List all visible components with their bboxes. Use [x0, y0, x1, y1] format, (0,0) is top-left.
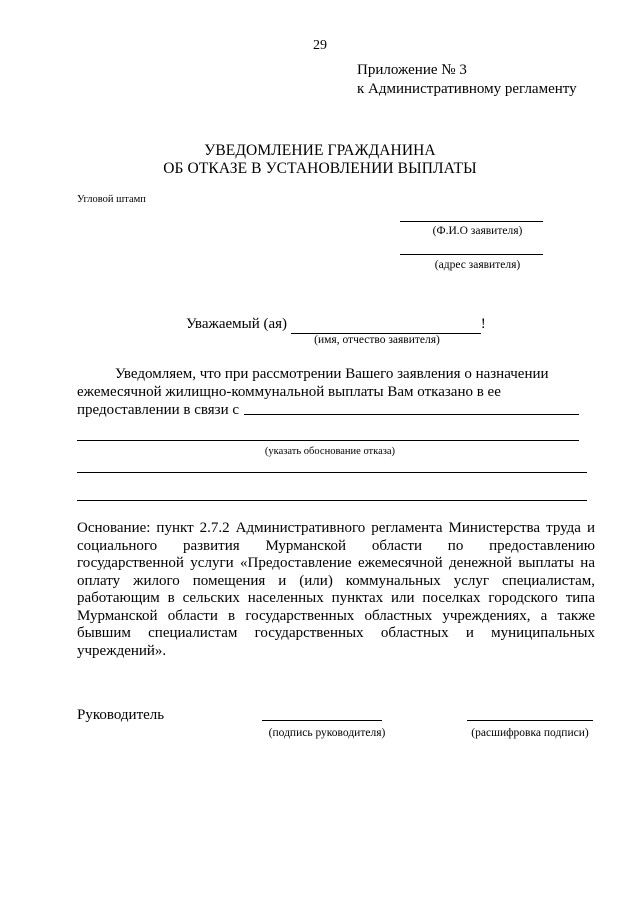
appendix-subtitle: к Административному регламенту: [357, 81, 577, 97]
signature-caption: (подпись руководителя): [268, 727, 386, 739]
applicant-name-line: [400, 221, 543, 222]
decoding-caption: (расшифровка подписи): [471, 727, 589, 739]
greeting-text: Уважаемый (ая): [186, 316, 288, 332]
reason-blank-4: [77, 500, 587, 501]
corner-stamp-label: Угловой штамп: [77, 194, 146, 205]
applicant-address-caption: (адрес заявителя): [434, 259, 521, 271]
signature-role: Руководитель: [77, 707, 165, 723]
reason-blank-3: [77, 472, 587, 473]
reason-blank-2: [77, 440, 579, 441]
greeting-name-blank: [291, 316, 481, 334]
document-title-line2: ОБ ОТКАЗЕ В УСТАНОВЛЕНИИ ВЫПЛАТЫ: [163, 160, 477, 177]
page-number: 29: [313, 38, 327, 53]
appendix-title: Приложение № 3: [357, 62, 467, 78]
notice-line-2: ежемесячной жилищно-коммунальной выплаты Вам отказано в ее: [77, 384, 501, 400]
reason-blank-1: [244, 414, 579, 415]
greeting: [186, 316, 486, 334]
applicant-address-line: [400, 254, 543, 255]
reason-caption: (указать обоснование отказа): [264, 446, 396, 457]
signature-line: [262, 720, 382, 721]
notice-line-3-text: предоставлении в связи с: [77, 402, 240, 418]
document-title-line1: УВЕДОМЛЕНИЕ ГРАЖДАНИНА: [204, 142, 436, 159]
applicant-name-caption: (Ф.И.О заявителя): [432, 225, 523, 237]
greeting-exclamation: !: [480, 316, 486, 332]
notice-line-3: [77, 402, 239, 419]
basis-paragraph: Основание: пункт 2.7.2 Административного регламента Министерства труда и социального развития Мурманской области по предоставлению государственной услуги «Предоставление ежемесячной денежной выплаты на оплату жилого помещения и (или) коммунальных услуг специалистам, работающим в сельских населенных пунктах или поселках городского типа Мурманской области в государственных областных учреждениях, а также бывшим специалистам государственных областных и муниципальных учреждений».: [77, 520, 595, 659]
notice-line-1: Уведомляем, что при рассмотрении Вашего заявления о назначении: [115, 366, 549, 382]
decoding-line: [467, 720, 593, 721]
greeting-caption: (имя, отчество заявителя): [314, 334, 440, 346]
